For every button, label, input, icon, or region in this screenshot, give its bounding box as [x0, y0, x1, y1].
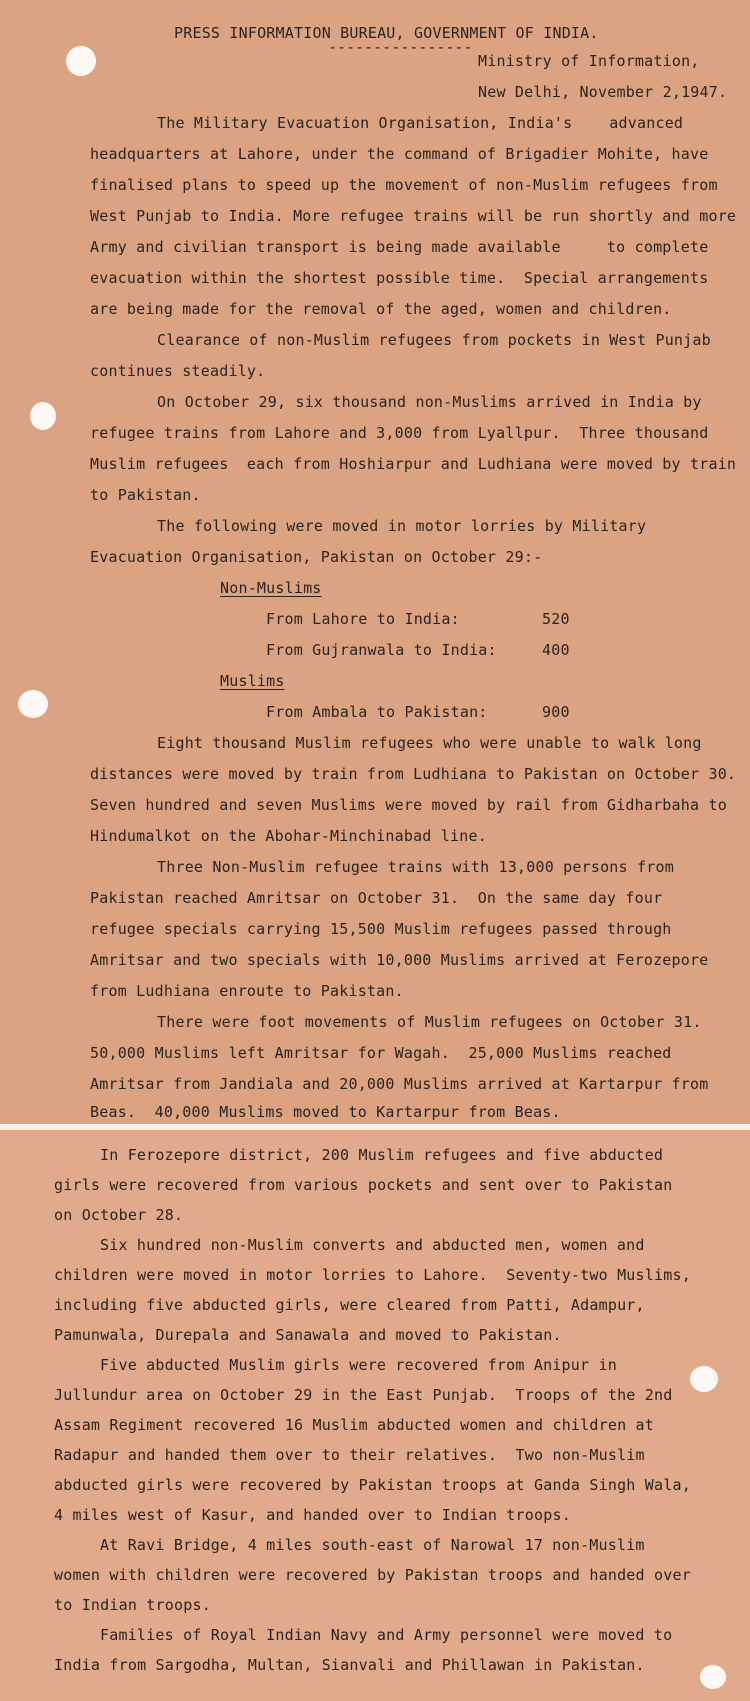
- text-line: Hindumalkot on the Abohar-Minchinabad line.: [90, 827, 487, 845]
- text-line: Muslim refugees each from Hoshiarpur and Ludhiana were moved by train: [90, 455, 737, 473]
- text-line: The following were moved in motor lorries by Military: [157, 517, 647, 535]
- text-line: The Military Evacuation Organisation, India's advanced: [157, 114, 684, 132]
- table-count: 520: [542, 610, 570, 628]
- ministry-line: Ministry of Information,: [478, 52, 700, 70]
- table-route: From Ambala to Pakistan:: [266, 703, 488, 721]
- text-line: Families of Royal Indian Navy and Army personnel were moved to: [100, 1626, 673, 1644]
- text-line: Amritsar and two specials with 10,000 Muslims arrived at Ferozepore: [90, 951, 709, 969]
- text-line: Evacuation Organisation, Pakistan on October 29:-: [90, 548, 543, 566]
- text-line: Pakistan reached Amritsar on October 31. On the same day four: [90, 889, 663, 907]
- press-release-page-2: [0, 1130, 750, 1701]
- text-line: In Ferozepore district, 200 Muslim refugees and five abducted: [100, 1146, 664, 1164]
- text-line: are being made for the removal of the aged, women and children.: [90, 300, 672, 318]
- text-line: At Ravi Bridge, 4 miles south-east of Narowal 17 non-Muslim: [100, 1536, 645, 1554]
- text-line: Jullundur area on October 29 in the East Punjab. Troops of the 2nd: [54, 1386, 673, 1404]
- text-line: from Ludhiana enroute to Pakistan.: [90, 982, 404, 1000]
- text-line: Amritsar from Jandiala and 20,000 Muslims arrived at Kartarpur from: [90, 1075, 709, 1093]
- text-line: finalised plans to speed up the movement of non-Muslim refugees from: [90, 176, 718, 194]
- text-line: Six hundred non-Muslim converts and abducted men, women and: [100, 1236, 645, 1254]
- text-line: West Punjab to India. More refugee trains will be run shortly and more: [90, 207, 737, 225]
- text-line: women with children were recovered by Pakistan troops and handed over: [54, 1566, 691, 1584]
- table-route: From Lahore to India:: [266, 610, 460, 628]
- table-count: 400: [542, 641, 570, 659]
- text-line: Three Non-Muslim refugee trains with 13,000 persons from: [157, 858, 674, 876]
- title-rule: ----------------: [328, 38, 473, 56]
- punch-hole: [66, 46, 96, 76]
- table-heading-muslims: Muslims: [220, 672, 285, 690]
- text-line: including five abducted girls, were cleared from Patti, Adampur,: [54, 1296, 645, 1314]
- text-line: Clearance of non-Muslim refugees from pockets in West Punjab: [157, 331, 711, 349]
- text-line: Pamunwala, Durepala and Sanawala and moved to Pakistan.: [54, 1326, 562, 1344]
- text-line: children were moved in motor lorries to Lahore. Seventy-two Muslims,: [54, 1266, 691, 1284]
- text-line: On October 29, six thousand non-Muslims arrived in India by: [157, 393, 702, 411]
- punch-hole: [30, 402, 56, 430]
- text-line: 4 miles west of Kasur, and handed over to Indian troops.: [54, 1506, 571, 1524]
- text-line: evacuation within the shortest possible time. Special arrangements: [90, 269, 709, 287]
- text-line: Assam Regiment recovered 16 Muslim abducted women and children at: [54, 1416, 654, 1434]
- text-line: There were foot movements of Muslim refugees on October 31.: [157, 1013, 702, 1031]
- text-line: India from Sargodha, Multan, Sianvali and Phillawan in Pakistan.: [54, 1656, 645, 1674]
- text-line: Army and civilian transport is being made available to complete: [90, 238, 709, 256]
- text-line: Radapur and handed them over to their relatives. Two non-Muslim: [54, 1446, 645, 1464]
- text-line: to Indian troops.: [54, 1596, 211, 1614]
- punch-hole: [18, 690, 48, 718]
- text-line: Five abducted Muslim girls were recovered from Anipur in: [100, 1356, 617, 1374]
- text-line: distances were moved by train from Ludhiana to Pakistan on October 30.: [90, 765, 737, 783]
- table-heading-non-muslims: Non-Muslims: [220, 579, 322, 597]
- text-line: headquarters at Lahore, under the command of Brigadier Mohite, have: [90, 145, 709, 163]
- text-line: 50,000 Muslims left Amritsar for Wagah. 25,000 Muslims reached: [90, 1044, 672, 1062]
- punch-hole: [690, 1366, 718, 1392]
- text-line: Beas. 40,000 Muslims moved to Kartarpur from Beas.: [90, 1103, 561, 1121]
- text-line: refugee specials carrying 15,500 Muslim refugees passed through: [90, 920, 672, 938]
- table-count: 900: [542, 703, 570, 721]
- table-route: From Gujranwala to India:: [266, 641, 497, 659]
- text-line: girls were recovered from various pockets and sent over to Pakistan: [54, 1176, 673, 1194]
- dateline: New Delhi, November 2,1947.: [478, 83, 728, 101]
- text-line: to Pakistan.: [90, 486, 201, 504]
- text-line: abducted girls were recovered by Pakistan troops at Ganda Singh Wala,: [54, 1476, 691, 1494]
- page-title: PRESS INFORMATION BUREAU, GOVERNMENT OF INDIA.: [174, 24, 599, 42]
- text-line: Seven hundred and seven Muslims were moved by rail from Gidharbaha to: [90, 796, 727, 814]
- text-line: on October 28.: [54, 1206, 184, 1224]
- punch-hole: [700, 1665, 726, 1689]
- text-line: Eight thousand Muslim refugees who were unable to walk long: [157, 734, 702, 752]
- text-line: refugee trains from Lahore and 3,000 from Lyallpur. Three thousand: [90, 424, 709, 442]
- text-line: continues steadily.: [90, 362, 266, 380]
